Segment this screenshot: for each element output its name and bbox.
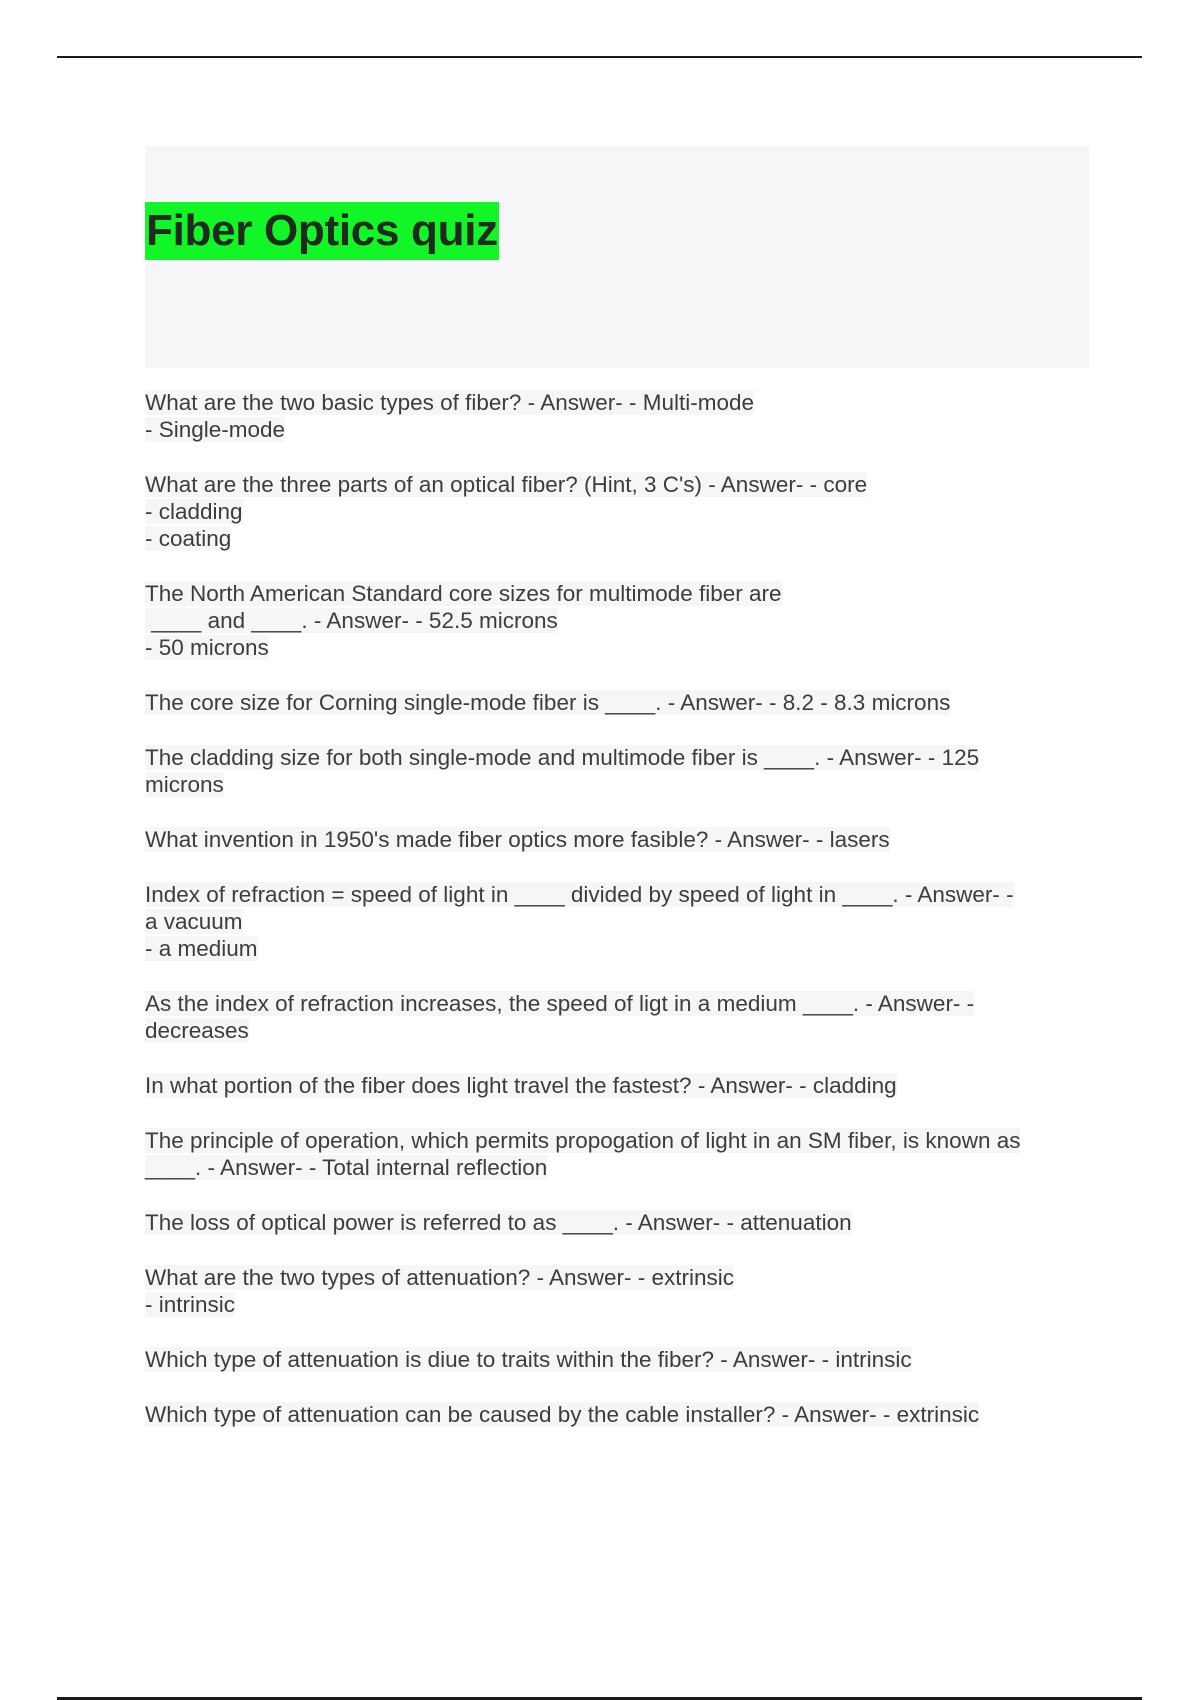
qa-line-text: microns bbox=[145, 772, 224, 797]
qa-line bbox=[145, 689, 1089, 716]
qa-item bbox=[145, 1127, 1089, 1181]
qa-line bbox=[145, 1291, 1089, 1318]
qa-item bbox=[145, 1264, 1089, 1318]
qa-line bbox=[145, 1346, 1089, 1373]
qa-item bbox=[145, 1209, 1089, 1236]
qa-line-text: - intrinsic bbox=[145, 1292, 236, 1317]
qa-line-text: - Single-mode bbox=[145, 417, 286, 442]
qa-line bbox=[145, 498, 1089, 525]
qa-item bbox=[145, 990, 1089, 1044]
qa-line bbox=[145, 1017, 1089, 1044]
qa-line bbox=[145, 826, 1089, 853]
qa-item bbox=[145, 389, 1089, 443]
qa-item bbox=[145, 1346, 1089, 1373]
qa-line-text: The loss of optical power is referred to as ____. - Answer- - attenuation bbox=[145, 1210, 852, 1235]
qa-line-text: As the index of refraction increases, the speed of ligt in a medium ____. - Answer- - bbox=[145, 991, 975, 1016]
qa-line-text: a vacuum bbox=[145, 909, 243, 934]
qa-line-text: In what portion of the fiber does light travel the fastest? - Answer- - cladding bbox=[145, 1073, 897, 1098]
qa-line-text: ____ and ____. - Answer- - 52.5 microns bbox=[145, 608, 558, 633]
qa-item bbox=[145, 1401, 1089, 1428]
qa-item bbox=[145, 689, 1089, 716]
qa-line bbox=[145, 471, 1089, 498]
qa-line-text: What are the two basic types of fiber? - Answer- - Multi-mode bbox=[145, 390, 754, 415]
qa-line bbox=[145, 416, 1089, 443]
qa-line bbox=[145, 1072, 1089, 1099]
qa-line bbox=[145, 1154, 1089, 1181]
top-rule bbox=[57, 56, 1142, 58]
qa-line bbox=[145, 1264, 1089, 1291]
qa-line-text: The principle of operation, which permits propogation of light in an SM fiber, is known as bbox=[145, 1128, 1021, 1153]
qa-line-text: The North American Standard core sizes for multimode fiber are bbox=[145, 581, 782, 606]
qa-line-text: The core size for Corning single-mode fiber is ____. - Answer- - 8.2 - 8.3 microns bbox=[145, 690, 951, 715]
qa-line-text: - a medium bbox=[145, 936, 258, 961]
qa-line bbox=[145, 607, 1089, 634]
qa-line-text: What are the three parts of an optical fiber? (Hint, 3 C's) - Answer- - core bbox=[145, 472, 868, 497]
qa-item bbox=[145, 744, 1089, 798]
qa-line-text: - cladding bbox=[145, 499, 243, 524]
qa-list bbox=[145, 389, 1089, 1428]
qa-line-text: Which type of attenuation can be caused by the cable installer? - Answer- - extrinsic bbox=[145, 1402, 980, 1427]
document-page bbox=[145, 146, 1089, 1456]
qa-line bbox=[145, 1209, 1089, 1236]
qa-item bbox=[145, 881, 1089, 962]
qa-line bbox=[145, 1401, 1089, 1428]
qa-line bbox=[145, 580, 1089, 607]
qa-line-text: What are the two types of attenuation? - Answer- - extrinsic bbox=[145, 1265, 735, 1290]
qa-line bbox=[145, 634, 1089, 661]
qa-line bbox=[145, 990, 1089, 1017]
qa-line-text: - coating bbox=[145, 526, 232, 551]
qa-item bbox=[145, 580, 1089, 661]
qa-item bbox=[145, 471, 1089, 552]
qa-line bbox=[145, 771, 1089, 798]
qa-line bbox=[145, 908, 1089, 935]
qa-line bbox=[145, 744, 1089, 771]
qa-line bbox=[145, 525, 1089, 552]
qa-line-text: decreases bbox=[145, 1018, 249, 1043]
qa-line-text: ____. - Answer- - Total internal reflection bbox=[145, 1155, 548, 1180]
qa-line bbox=[145, 881, 1089, 908]
qa-line bbox=[145, 1127, 1089, 1154]
qa-item bbox=[145, 1072, 1089, 1099]
qa-line-text: Which type of attenuation is diue to traits within the fiber? - Answer- - intrinsic bbox=[145, 1347, 912, 1372]
qa-item bbox=[145, 826, 1089, 853]
title-block bbox=[145, 146, 1089, 368]
qa-line-text: Index of refraction = speed of light in ____ divided by speed of light in ____. - Answer- - bbox=[145, 882, 1014, 907]
qa-line-text: - 50 microns bbox=[145, 635, 269, 660]
page-title: Fiber Optics quiz bbox=[145, 202, 499, 260]
qa-line-text: The cladding size for both single-mode and multimode fiber is ____. - Answer- - 125 bbox=[145, 745, 980, 770]
qa-line bbox=[145, 935, 1089, 962]
qa-line bbox=[145, 389, 1089, 416]
qa-line-text: What invention in 1950's made fiber optics more fasible? - Answer- - lasers bbox=[145, 827, 890, 852]
